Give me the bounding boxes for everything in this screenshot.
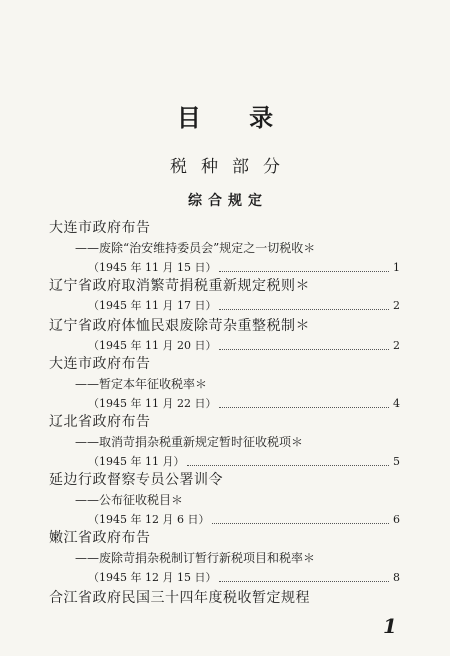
toc-entry-date: （1945 年 11 月 20 日） [88,339,217,352]
toc-entry-heading: 嫩江省政府布告 [49,530,151,546]
toc-entry-date: （1945 年 11 月 17 日） [88,299,217,312]
toc-entry-heading: 辽宁省政府取消繁苛捐税重新规定税则＊ [49,278,310,294]
toc-entry-heading: 合江省政府民国三十四年度税收暂定规程 [49,590,310,606]
dot-leader [219,581,389,582]
toc-entry-date: （1945 年 11 月） [88,455,185,468]
toc-entry-heading: 延边行政督察专员公署训令 [49,472,223,488]
dot-leader [212,523,389,524]
toc-entry-subtitle: ——废除苛捐杂税制订暂行新税项目和税率＊ [75,551,316,565]
subsection-heading: 综合规定 [188,193,268,209]
toc-entry-heading: 辽北省政府布告 [49,414,151,430]
toc-entry-page: 2 [393,299,400,312]
toc-entry-heading: 大连市政府布告 [49,220,151,236]
toc-entry-subtitle: ——公布征收税目＊ [75,493,184,507]
dot-leader [219,271,389,272]
toc-entry-subtitle: ——取消苛捐杂税重新规定暂时征收税项＊ [75,435,304,449]
toc-entry-date: （1945 年 11 月 15 日） [88,261,217,274]
toc-entry-date-line [88,510,400,530]
toc-entry-date-line [88,258,400,278]
toc-entry-heading: 大连市政府布告 [49,356,151,372]
dot-leader [187,465,389,466]
toc-entry-page: 8 [393,571,400,584]
toc-entry-subtitle: ——暂定本年征收税率＊ [75,377,208,391]
toc-entry-date-line [88,568,400,588]
toc-entry-page: 5 [393,455,400,468]
toc-entry-page: 6 [393,513,400,526]
toc-entry-page: 4 [393,397,400,410]
page-number: 1 [383,614,397,638]
page-title: 目 录 [176,103,294,132]
dot-leader [219,309,389,310]
dot-leader [219,349,389,350]
toc-entry-page: 1 [393,261,400,274]
toc-entry-date: （1945 年 12 月 6 日） [88,513,210,526]
toc-entry-heading: 辽宁省政府体恤民艰废除苛杂重整税制＊ [49,318,310,334]
toc-entry-date-line [88,452,400,472]
toc-entry-date-line [88,296,400,316]
dot-leader [219,407,389,408]
toc-entry-date: （1945 年 12 月 15 日） [88,571,217,584]
toc-entry-subtitle: ——废除“治安维持委员会”规定之一切税收＊ [75,241,316,255]
toc-entry-date: （1945 年 11 月 22 日） [88,397,217,410]
toc-entry-date-line [88,394,400,414]
section-heading: 税种部分 [170,157,294,177]
toc-entry-page: 2 [393,339,400,352]
toc-entry-date-line [88,336,400,356]
